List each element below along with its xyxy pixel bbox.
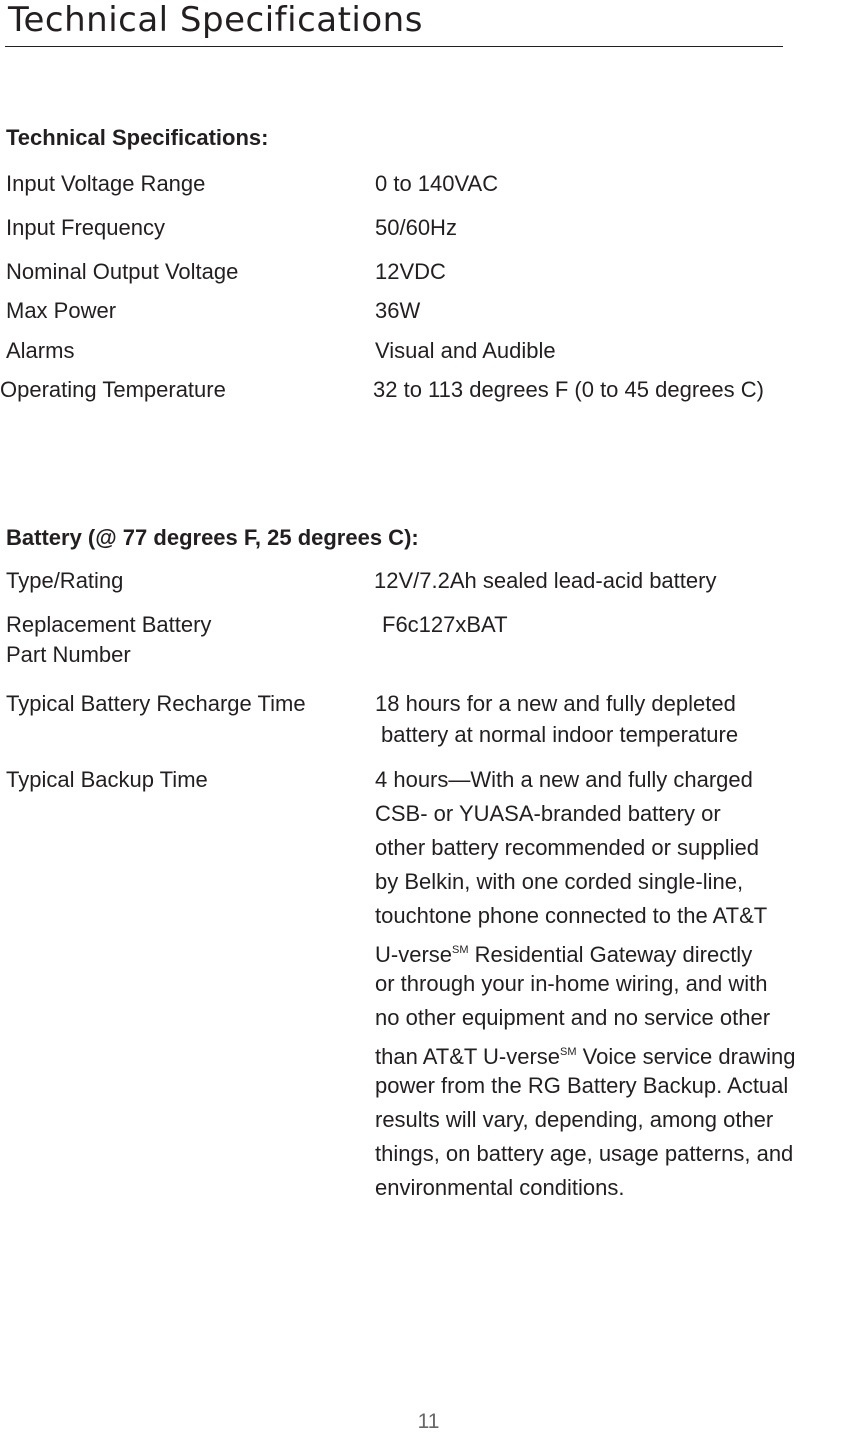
page-number: 11 xyxy=(417,1410,440,1433)
backup-line: other battery recommended or supplied xyxy=(375,835,759,860)
backup-line: results will vary, depending, among other xyxy=(375,1107,774,1132)
replacement-label: Replacement Battery xyxy=(6,612,212,637)
recharge-label: Typical Battery Recharge Time xyxy=(6,691,306,716)
backup-line: CSB- or YUASA-branded battery or xyxy=(375,801,721,826)
backup-label: Typical Backup Time xyxy=(6,767,208,792)
backup-line: 4 hours—With a new and fully charged xyxy=(375,767,753,792)
service-mark: SM xyxy=(560,1046,577,1058)
spec-label: Nominal Output Voltage xyxy=(6,259,239,284)
battery-type-value: 12V/7.2Ah sealed lead-acid battery xyxy=(374,568,717,593)
spec-value: 32 to 113 degrees F (0 to 45 degrees C) xyxy=(373,377,764,402)
backup-line: no other equipment and no service other xyxy=(375,1005,771,1030)
spec-value: 50/60Hz xyxy=(375,215,457,240)
page-title: Technical Specifications xyxy=(8,0,423,40)
recharge-value: battery at normal indoor temperature xyxy=(381,722,739,747)
backup-line: by Belkin, with one corded single-line, xyxy=(375,869,744,894)
spec-label: Operating Temperature xyxy=(0,377,226,402)
title-divider xyxy=(5,46,783,47)
recharge-value: 18 hours for a new and fully depleted xyxy=(375,691,736,716)
backup-line: U-verse℠ Residential Gateway directly xyxy=(375,942,753,967)
replacement-value: F6c127xBAT xyxy=(382,612,508,637)
replacement-label: Part Number xyxy=(6,642,131,667)
spec-label: Alarms xyxy=(6,338,75,363)
backup-line: power from the RG Battery Backup. Actual xyxy=(375,1073,789,1098)
backup-line: touchtone phone connected to the AT&T xyxy=(375,903,768,928)
backup-line: or through your in-home wiring, and with xyxy=(375,971,768,996)
battery-type-label: Type/Rating xyxy=(6,568,124,593)
spec-label: Input Voltage Range xyxy=(6,171,206,196)
backup-line: than AT&T U-verse℠ Voice service drawing xyxy=(375,1044,796,1069)
spec-value: Visual and Audible xyxy=(375,338,556,363)
spec-label: Input Frequency xyxy=(6,215,165,240)
spec-value: 12VDC xyxy=(375,259,446,284)
spec-value: 0 to 140VAC xyxy=(375,171,499,196)
service-mark: SM xyxy=(452,944,469,956)
battery-heading: Battery (@ 77 degrees F, 25 degrees C): xyxy=(6,525,419,550)
specs-heading: Technical Specifications: xyxy=(6,125,269,150)
backup-line: things, on battery age, usage patterns, and xyxy=(375,1141,794,1166)
spec-label: Max Power xyxy=(6,298,117,323)
spec-value: 36W xyxy=(375,298,421,323)
backup-line: environmental conditions. xyxy=(375,1175,625,1200)
